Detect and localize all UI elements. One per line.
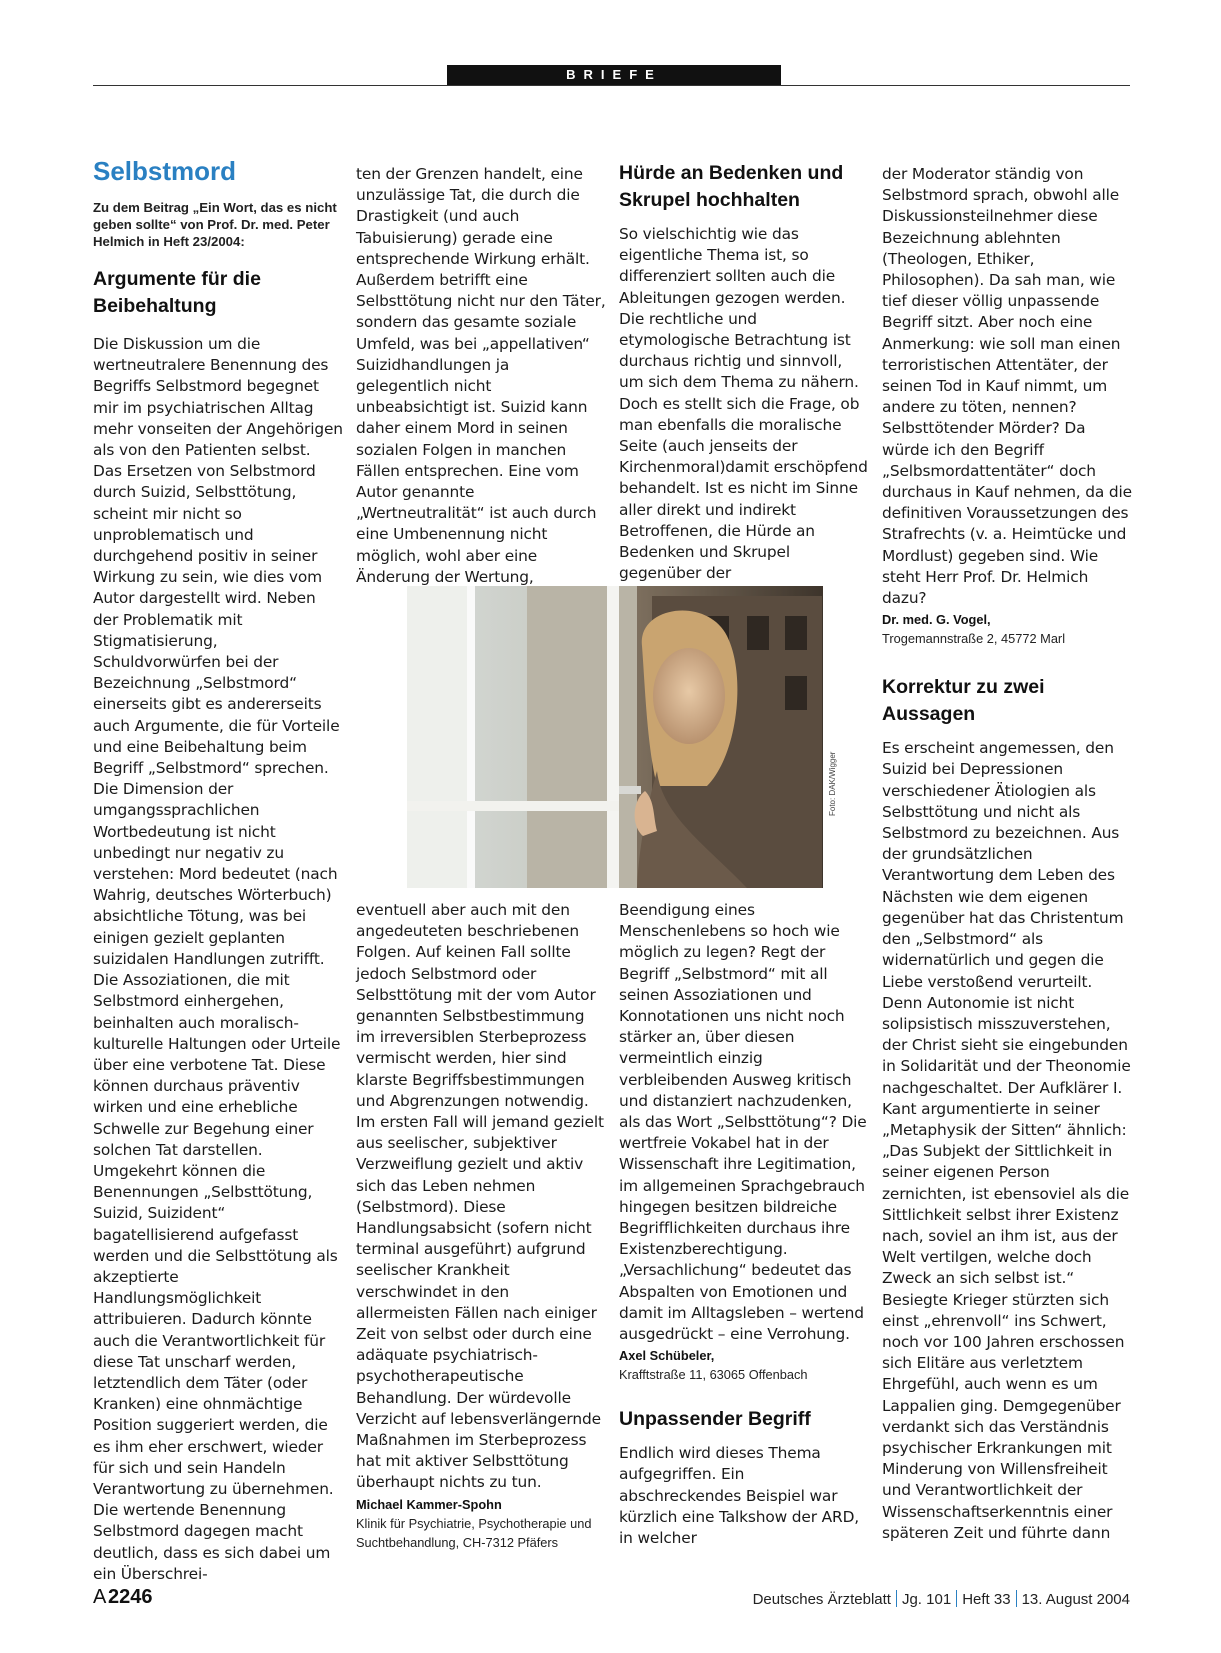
letter-author: Axel Schübeler, [619, 1348, 715, 1364]
letter-body: Beendigung eines Menschenlebens so hoch wie möglich zu legen? Regt der Begriff „Selbstmord“ mit all seinen Assoziationen und Konnotationen uns nicht noch stärker an, über diesen vermeintlich einzig verbleibenden Ausweg kritisch und distanziert nachzudenken, als das Wort „Selbsttötung“? Die wertfreie Vokabel hat in der Wissenschaft ihre Legitimation, im allgemeinen Sprachgebrauch hingegen besitzen bildreiche Begrifflichkeiten durchaus ihre Existenzberechtigung. „Versachlichung“ bedeutet das Abspalten von Emotionen und damit im Alltagsleben – wertend ausgedrückt – eine Verrohung. [619, 901, 867, 1344]
column-2-lower [356, 900, 606, 1552]
letter-body: Die Diskussion um die wertneutralere Benennung des Begriffs Selbstmord begegnet mir im psychiatrischen Alltag mehr vonseiten der Angehörigen als von den Patienten selbst. Das Ersetzen von Selbstmord durch Suizid, Selbsttötung, scheint mir nicht so unproblematisch und durchgehend positiv in seiner Wirkung zu sein, wie dies vom Autor dargestellt wird. Neben der Problematik mit Stigmatisierung, Schuldvorwürfen bei der Bezeichnung „Selbstmord“ einerseits gibt es andererseits auch Argumente, die für Vorteile und eine Beibehaltung beim Begriff „Selbstmord“ sprechen. Die Dimension der umgangssprachlichen Wortbedeutung ist nicht unbedingt nur negativ zu verstehen: Mord bedeutet (nach Wahrig, deutsches Wörterbuch) absichtliche Tötung, was bei einigen gezielt geplanten suizidalen Handlungen zutrifft. [93, 335, 343, 968]
section-label: BRIEFE [447, 65, 781, 85]
article-title: Selbstmord [93, 156, 237, 186]
column-2 [356, 164, 606, 588]
journal-date: 13. August 2004 [1021, 1591, 1130, 1608]
page-prefix: A [93, 1586, 107, 1608]
letter-heading: Argumente für die Beibehaltung [93, 268, 261, 317]
footer-divider [1016, 1590, 1017, 1607]
letter-author: Michael Kammer-Spohn [356, 1496, 502, 1512]
letter-address: Krafftstraße 11, 63065 Offenbach [619, 1367, 808, 1383]
letter-body: So vielschichtig wie das eigentliche Thema ist, so differenziert sollten auch die Ableitungen gezogen werden. Die rechtliche und etymologische Betrachtung ist durchaus richtig und sinnvoll, um sich dem Thema zu nähern. Doch es stellt sich die Frage, ob man ebenfalls die moralische Seite (auch jenseits der Kirchenmoral)damit erschöpfend behandelt. Ist es nicht im Sinne aller direkt und indirekt Betroffenen, die Hürde an Bedenken und Skrupel gegenüber der [619, 225, 868, 583]
article-intro: Zu dem Beitrag „Ein Wort, das es nicht geben sollte“ von Prof. Dr. med. Peter Helmich in Heft 23/2004: [93, 200, 337, 249]
letter-body: eventuell aber auch mit den angedeuteten beschriebenen Folgen. Auf keinen Fall sollte jedoch Selbstmord oder Selbsttötung mit der vom Autor genannten Selbstbestimmung im irreversiblen Sterbeprozess vermischt werden, hier sind klarste Begriffsbestimmungen und Abgrenzungen notwendig. Im ersten Fall will jemand gezielt aus seelischer, subjektiver Verzweiflung gezielt und aktiv sich das Leben nehmen (Selbstmord). Diese Handlungsabsicht (sofern nicht terminal ausgeführt) aufgrund seelischer Krankheit verschwindet in den allermeisten Fällen nach einiger Zeit von selbst oder durch eine adäquate psychiatrisch-psychotherapeutische Behandlung. Der würdevolle Verzicht auf lebensverlängernde Maßnahmen im Sterbeprozess hat mit aktiver Selbsttötung überhaupt nichts zu tun. [356, 901, 604, 1492]
letter-address: Klinik für Psychiatrie, Psychotherapie und Suchtbehandlung, CH-7312 Pfäfers [356, 1515, 592, 1550]
letter-heading: Hürde an Bedenken und Skrupel hochhalten [619, 162, 844, 211]
journal-name: Deutsches Ärzteblatt [752, 1591, 891, 1608]
column-4 [882, 164, 1132, 1544]
column-1 [93, 157, 343, 1585]
column-3 [619, 160, 869, 584]
page-number [93, 1586, 153, 1609]
article-photo [407, 586, 823, 888]
header-rule [93, 85, 1130, 86]
letter-body: Die Assoziationen, die mit Selbstmord einhergehen, beinhalten auch moralisch-kulturelle Haltungen oder Urteile über eine verbotene Tat. Diese können durchaus präventiv wirken und eine erhebliche Schwelle zur Begehung einer solchen Tat darstellen. Umgekehrt können die Benennungen „Selbsttötung, Suizid, Suizident“ bagatellisierend aufgefasst werden und die Selbsttötung als akzeptierte Handlungsmöglichkeit attribuieren. Dadurch könnte auch die Verantwortlichkeit für diese Tat unscharf werden, letztendlich dem Täter (oder Kranken) eine ohnmächtige Position suggeriert werden, die es ihm eher erschwert, wieder für sich und sein Handeln Verantwortung zu übernehmen. Die wertende Benennung Selbstmord dagegen macht deutlich, dass es sich dabei um ein Überschrei- [93, 971, 341, 1583]
letter-body: ten der Grenzen handelt, eine unzulässige Tat, die durch die Drastigkeit (und auch Tabuisierung) gerade eine entsprechende Wirkung erhält. Außerdem betrifft eine Selbsttötung nicht nur den Täter, sondern das gesamte soziale Umfeld, was bei „appellativen“ Suizidhandlungen ja gelegentlich nicht unbeabsichtigt ist. Suizid kann daher einem Mord in seinen sozialen Folgen in manchen Fällen entsprechen. Eine vom Autor genannte „Wertneutralität“ ist auch durch eine Umbenennung nicht möglich, wohl aber eine Änderung der Wertung, [356, 165, 606, 586]
photo-credit: Foto: DAK/Wigger [828, 751, 837, 816]
column-3-lower [619, 900, 869, 1549]
woman-at-window-illustration [407, 586, 823, 888]
journal-volume: Jg. 101 [901, 1591, 952, 1608]
footer-divider [896, 1590, 897, 1607]
letter-body: Es erscheint angemessen, den Suizid bei Depressionen verschiedener Ätiologien als Selbsttötung und nicht als Selbstmord zu bezeichnen. Aus der grundsätzlichen Verantwortung dem Leben des Nächsten wie dem eigenen gegenüber hat das Christentum den „Selbstmord“ als widernatürlich und gegen die Liebe verstoßend verurteilt. Denn Autonomie ist nicht solipsistisch misszuverstehen, der Christ sieht sie eingebunden in Solidarität und der Theonomie nachgeschaltet. Der Aufklärer I. Kant argumentierte in seiner „Metaphysik der Sitten“ ähnlich: „Das Subjekt der Sittlichkeit in seiner eigenen Person zernichten, ist ebensoviel als die Sittlichkeit selbst ihrer Existenz nach, soviel an ihm ist, aus der Welt vertilgen, welche doch Zweck an sich selbst ist.“ Besiegte Krieger stürzten sich einst „ehrenvoll“ ins Schwert, noch vor 100 Jahren erschossen sich Elitäre aus verletztem Ehrgefühl, auch wenn es um Lappalien ging. Demgegenüber verdankt sich das Verständnis psychischer Erkrankungen mit Minderung von Willensfreiheit und Verantwortlichkeit der Wissenschaftserkenntnis einer späteren Zeit und führte dann [882, 739, 1131, 1542]
letter-body: Endlich wird dieses Thema aufgegriffen. Ein abschreckendes Beispiel war kürzlich eine Talkshow der ARD, in welcher [619, 1444, 860, 1548]
page-number-value: 2246 [108, 1586, 153, 1608]
journal-issue: Heft 33 [962, 1591, 1011, 1608]
letter-author: Dr. med. G. Vogel, [882, 612, 991, 628]
letter-body: der Moderator ständig von Selbstmord sprach, obwohl alle Diskussionsteilnehmer diese Bezeichnung ablehnten (Theologen, Ethiker, Philosophen). Da sah man, wie tief dieser völlig unpassende Begriff sitzt. Aber noch eine Anmerkung: wie soll man einen terroristischen Attentäter, der seinen Tod in Kauf nimmt, um andere zu töten, nennen? Selbsttötender Mörder? Da würde ich den Begriff „Selbsmordattentäter“ doch durchaus in Kauf nehmen, da die definitiven Voraussetzungen des Strafrechts (v. a. Heimtücke und Mordlust) gegeben sind. Wie steht Herr Prof. Dr. Helmich dazu? [882, 165, 1133, 608]
footer-divider [956, 1590, 957, 1607]
journal-footer [753, 1590, 1130, 1608]
letter-heading: Korrektur zu zwei Aussagen [882, 676, 1045, 726]
letter-address: Trogemannstraße 2, 45772 Marl [882, 631, 1066, 647]
letter-heading: Unpassender Begriff [619, 1408, 811, 1431]
